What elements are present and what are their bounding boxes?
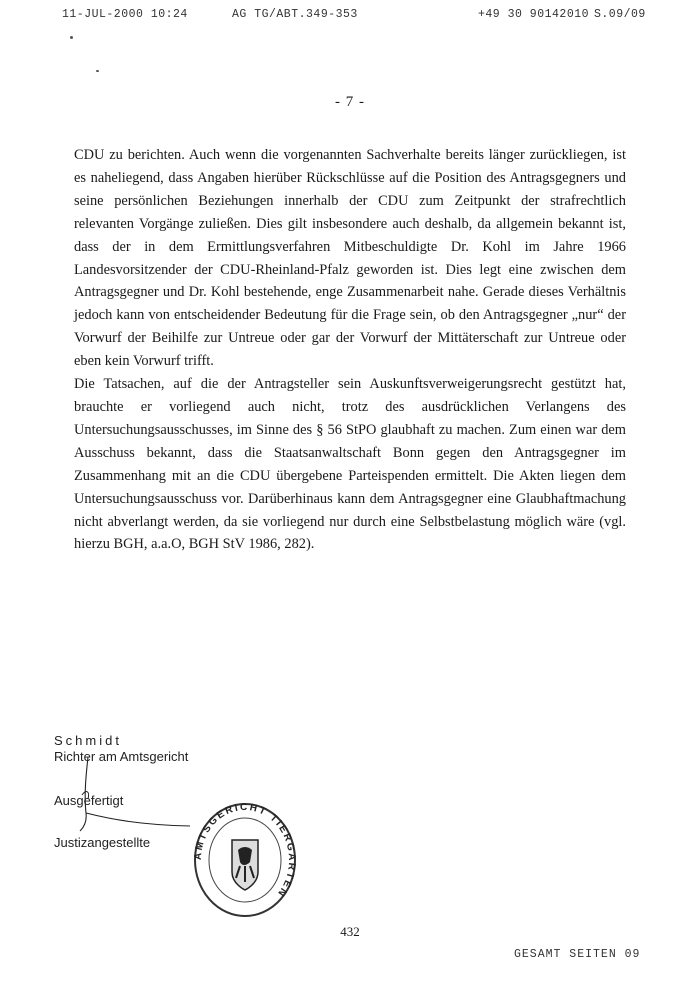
fax-date-time: 11-JUL-2000 10:24	[62, 8, 188, 21]
court-seal	[190, 800, 300, 920]
clerk-label: Justizangestellte	[54, 835, 151, 850]
fax-header	[0, 8, 700, 26]
folio-number: 432	[340, 924, 360, 939]
body-paragraph: CDU zu berichten. Auch wenn die vorgenannten Sachverhalte bereits länger zurückliegen, ist es naheliegend, dass Angaben hierüber Rückschlüsse auf die Position des Antragsgegners und seine persönlichen Beziehungen innerhalb der CDU zum Zeitpunkt der strafrechtlich relevanten Vorgänge zuließen. Dies gilt insbesondere auch deshalb, da allgemein bekannt ist, dass der in dem Ermittlungsverfahren Mitbeschuldigte Dr. Kohl im Jahre 1966 Landesvorsitzender der CDU-Rheinland-Pfalz geworden ist. Dies legt eine zwischen dem Antragsgegner und Dr. Kohl bestehende, enge Zusammenarbeit nahe. Gerade dieses Verhältnis jedoch kann von entscheidender Bedeutung für die Frage sein, ob den Antragsgegner „nur“ der Vorwurf der Beihilfe zur Untreue oder gar der Vorwurf der Mittäterschaft zur Untreue oder eben kein Vorwurf trifft.	[74, 147, 626, 370]
page-number: - 7 -	[335, 94, 365, 110]
fax-phone-number: +49 30 90142010	[478, 8, 590, 21]
fax-footer: GESAMT SEITEN 09	[514, 948, 641, 961]
letter-body	[74, 144, 626, 556]
handwritten-signature	[50, 755, 210, 835]
certified-label: Ausgefertigt	[54, 793, 124, 808]
scan-speck	[96, 70, 99, 72]
scan-speck	[70, 36, 73, 39]
body-paragraph: Die Tatsachen, auf die der Antragsteller sein Auskunftsverweigerungsrecht gestützt hat, brauchte er vorliegend auch nicht, trotz des ausdrücklichen Verlangens des Untersuchungsausschusses, im Sinne des § 56 StPO glaubhaft zu machen. Zum einen war dem Ausschuss bekannt, dass die Staatsanwaltschaft Bonn gegen den Antragsgegner im Zusammenhang mit an die CDU übergebene Parteispenden ermittelt. Die Akten liegen dem Untersuchungsausschuss vor. Darüberhinaus kann dem Antragsgegner eine Glaubhaftmachung nicht abverlangt werden, da sie vorliegend nur durch eine Selbstbelastung möglich wäre (vgl. hierzu BGH, a.a.O, BGH StV 1986, 282).	[74, 376, 626, 553]
fax-sender-id: AG TG/ABT.349-353	[232, 8, 358, 21]
seal-text: AMTSGERICHT TIERGARTEN	[192, 801, 298, 900]
signer-title: Richter am Amtsgericht	[54, 749, 189, 764]
signer-name: Schmidt	[54, 733, 122, 748]
fax-page-counter: S.09/09	[594, 8, 646, 21]
